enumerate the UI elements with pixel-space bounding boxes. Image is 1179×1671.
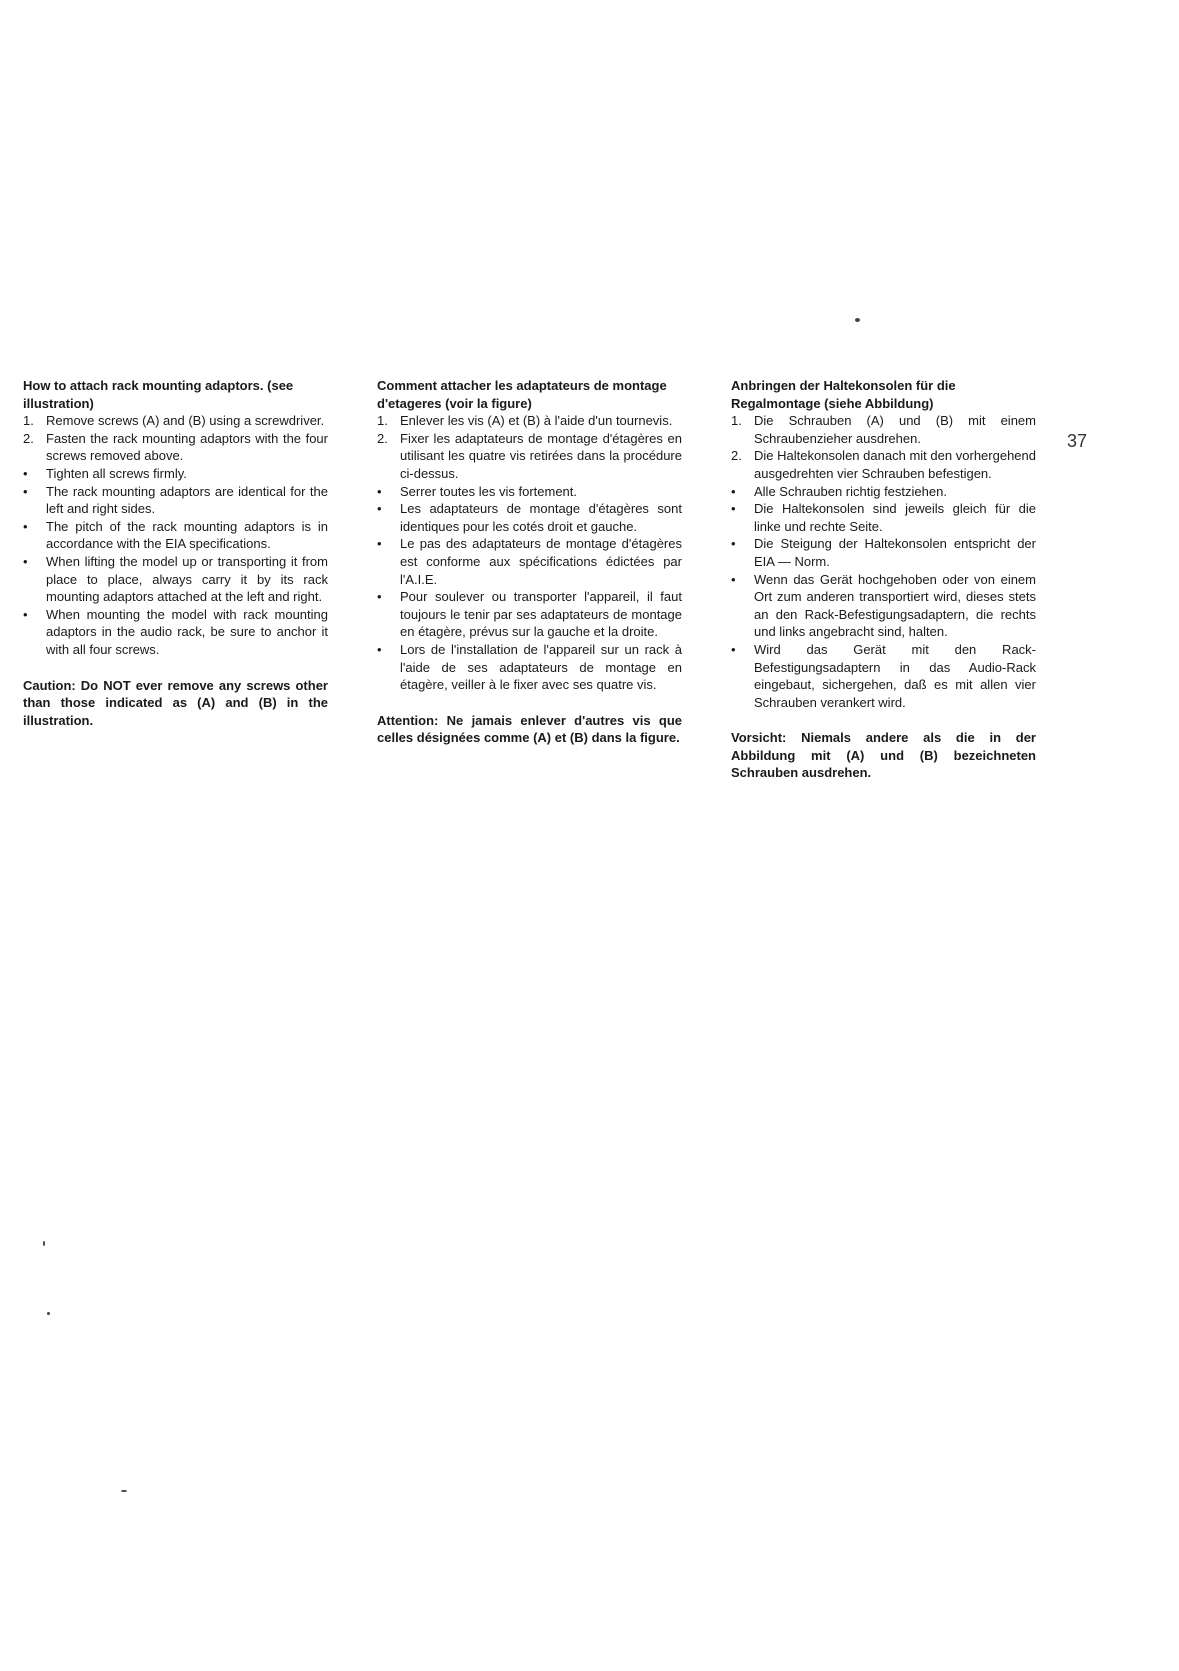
step-number: 2. [23, 430, 34, 446]
step-number: 2. [731, 448, 742, 464]
note-text: Pour soulever ou transporter l'appareil, il faut toujours le tenir par ses adaptateurs de montage en étagère, prévus sur la gauche et la droite. [400, 589, 682, 640]
note-text: The rack mounting adaptors are identical for the left and right sides. [46, 483, 328, 517]
step-item [23, 430, 328, 465]
step-text: Die Schrauben (A) und (B) mit einem Schraubenzieher ausdrehen. [754, 413, 1036, 446]
step-number: 1. [731, 413, 742, 429]
step-text: Fixer les adaptateurs de montage d'étagères en utilisant les quatre vis retirées dans la procédure ci-dessus. [400, 430, 682, 481]
steps-list [377, 412, 682, 482]
step-number: 2. [377, 430, 388, 446]
section-heading: Comment attacher les adaptateurs de montage d'etageres (voir la figure) [377, 378, 667, 411]
notes-list [23, 465, 328, 659]
step-text: Remove screws (A) and (B) using a screwdriver. [46, 413, 325, 429]
list-item [23, 606, 328, 659]
bullet-icon: • [377, 589, 382, 605]
note-text: Le pas des adaptateurs de montage d'étagères est conforme aux spécifications édictées par l'A.I.E. [400, 536, 682, 587]
bullet-icon: • [731, 536, 736, 552]
page-number: 37 [1067, 431, 1088, 451]
note-text: Tighten all screws firmly. [46, 465, 187, 481]
step-text: Die Haltekonsolen danach mit den vorhergehend ausgedrehten vier Schrauben befestigen. [754, 448, 1036, 481]
bullet-icon: • [731, 571, 736, 587]
list-item [377, 588, 682, 641]
list-item [731, 483, 1036, 501]
note-text: When mounting the model with rack mounting adaptors in the audio rack, be sure to anchor it with all four screws. [46, 606, 328, 657]
list-item [731, 500, 1036, 535]
note-text: Alle Schrauben richtig festziehen. [754, 483, 947, 499]
bullet-icon: • [731, 483, 736, 499]
section-heading: How to attach rack mounting adaptors. (see illustration) [23, 378, 294, 411]
bullet-icon: • [377, 501, 382, 517]
note-text: Wird das Gerät mit den Rack-Befestigungsadaptern in das Audio-Rack eingebaut, sichergehen, daß es mit allen vier Schrauben verankert wird. [754, 641, 1036, 710]
scan-speck [855, 318, 860, 322]
step-item [731, 412, 1036, 447]
step-text: Enlever les vis (A) et (B) à l'aide d'un tournevis. [400, 413, 673, 429]
notes-list [731, 483, 1036, 712]
bullet-icon: • [23, 518, 28, 534]
caution-note: Attention: Ne jamais enlever d'autres vis que celles désignées comme (A) et (B) dans la figure. [377, 712, 682, 746]
list-item [377, 500, 682, 535]
steps-list [731, 412, 1036, 482]
step-item [377, 412, 682, 430]
bullet-icon: • [23, 553, 28, 569]
scan-speck [43, 1241, 45, 1246]
bullet-icon: • [731, 641, 736, 657]
list-item [23, 518, 328, 553]
note-text: Wenn das Gerät hochgehoben oder von einem Ort zum anderen transportiert wird, dieses stets an den Rack-Befestigungsadaptern, die rechts und links angebracht sind, halten. [754, 571, 1036, 640]
steps-list [23, 412, 328, 465]
list-item [377, 641, 682, 694]
scan-speck [121, 1490, 127, 1492]
note-text: When lifting the model up or transporting it from place to place, always carry it by its rack mounting adaptors attached at the left and right. [46, 553, 328, 605]
list-item [23, 483, 328, 518]
list-item [731, 641, 1036, 711]
caution-note: Caution: Do NOT ever remove any screws other than those indicated as (A) and (B) in the illustration. [23, 677, 328, 728]
bullet-icon: • [23, 483, 28, 499]
list-item [731, 571, 1036, 641]
list-item [377, 535, 682, 588]
note-text: Die Haltekonsolen sind jeweils gleich für die linke und rechte Seite. [754, 501, 1036, 534]
note-text: Lors de l'installation de l'appareil sur un rack à l'aide de ses adaptateurs de montage en étagère, veiller à le fixer avec ses quatre vis. [400, 641, 682, 693]
bullet-icon: • [377, 536, 382, 552]
caution-note: Vorsicht: Niemals andere als die in der Abbildung mit (A) und (B) bezeichneten Schrauben ausdrehen. [731, 730, 1036, 781]
list-item [23, 465, 328, 483]
bullet-icon: • [377, 641, 382, 657]
bullet-icon: • [23, 465, 28, 481]
notes-list [377, 483, 682, 694]
column-french [377, 377, 682, 747]
list-item [23, 553, 328, 606]
step-item [731, 447, 1036, 482]
note-text: Serrer toutes les vis fortement. [400, 483, 578, 499]
bullet-icon: • [377, 483, 382, 499]
note-text: Les adaptateurs de montage d'étagères sont identiques pour les cotés droit et gauche. [400, 501, 682, 534]
step-item [23, 412, 328, 430]
scan-speck [47, 1312, 50, 1315]
step-item [377, 430, 682, 483]
note-text: Die Steigung der Haltekonsolen entspricht der EIA — Norm. [754, 536, 1036, 569]
section-heading: Anbringen der Haltekonsolen für die Regalmontage (siehe Abbildung) [731, 378, 956, 411]
list-item [377, 483, 682, 501]
step-number: 1. [377, 413, 388, 429]
step-number: 1. [23, 413, 34, 429]
list-item [731, 535, 1036, 570]
column-german [731, 377, 1036, 782]
bullet-icon: • [731, 501, 736, 517]
column-english [23, 377, 328, 729]
bullet-icon: • [23, 606, 28, 622]
step-text: Fasten the rack mounting adaptors with the four screws removed above. [46, 430, 328, 464]
note-text: The pitch of the rack mounting adaptors is in accordance with the EIA specifications. [46, 518, 328, 552]
